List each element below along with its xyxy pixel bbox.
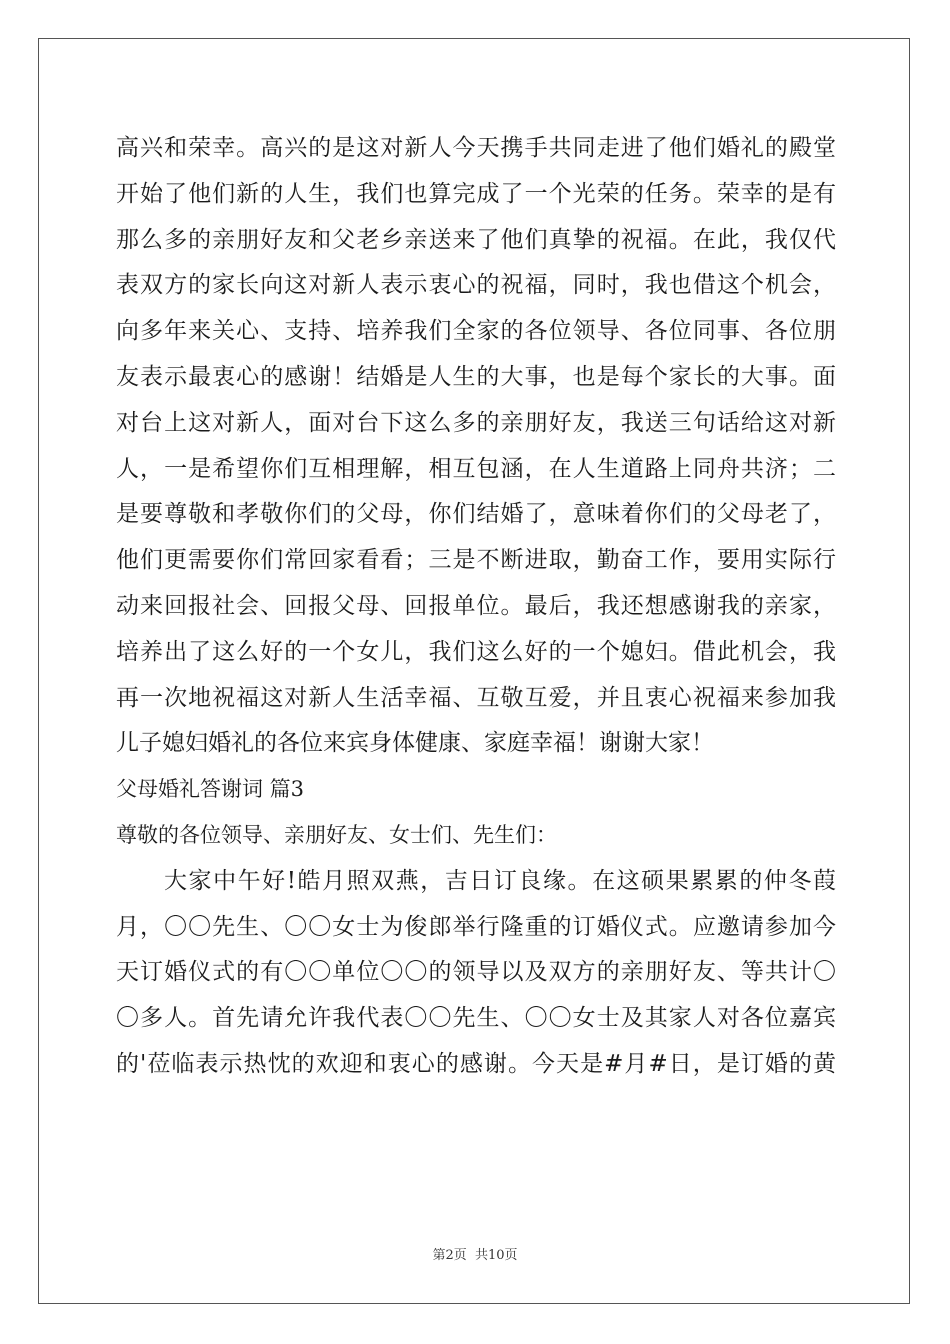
section-line: 天订婚仪式的有〇〇单位〇〇的领导以及双方的亲朋好友、等共计〇 [116,959,836,986]
section-line: 大家中午好!皓月照双燕，吉日订良缘。在这硕果累累的仲冬葭 [164,867,836,894]
page-total: 共10页 [474,1248,518,1263]
body-line: 表双方的家长向这对新人表示衷心的祝福，同时，我也借这个机会， [116,272,836,299]
body-line: 他们更需要你们常回家看看；三是不断进取，勤奋工作，要用实际行 [116,547,836,574]
body-line: 培养出了这么好的一个女儿，我们这么好的一个媳妇。借此机会，我 [116,638,836,665]
salutation: 尊敬的各位领导、亲朋好友、女士们、先生们： [116,822,557,847]
section-heading: 父母婚礼答谢词 篇3 [116,777,305,802]
body-line: 友表示最衷心的感谢！结婚是人生的大事，也是每个家长的大事。面 [116,363,836,390]
body-line: 开始了他们新的人生，我们也算完成了一个光荣的任务。荣幸的是有 [116,180,836,207]
body-line: 那么多的亲朋好友和父老乡亲送来了他们真挚的祝福。在此，我仅代 [116,226,836,253]
page-number: 第2页 [432,1248,467,1263]
body-line: 人，一是希望你们互相理解，相互包涵，在人生道路上同舟共济；二 [116,455,836,482]
body-line: 动来回报社会、回报父母、回报单位。最后，我还想感谢我的亲家， [116,592,836,619]
body-line: 是要尊敬和孝敬你们的父母，你们结婚了，意味着你们的父母老了， [116,501,836,528]
body-line: 儿子媳妇婚礼的各位来宾身体健康、家庭幸福！谢谢大家！ [116,730,714,757]
body-line: 对台上这对新人，面对台下这么多的亲朋好友，我送三句话给这对新 [116,409,836,436]
page-footer [0,1244,950,1263]
section-line: 的'莅临表示热忱的欢迎和衷心的感谢。今天是#月#日，是订婚的黄 [116,1050,836,1077]
section-line: 〇多人。首先请允许我代表〇〇先生、〇〇女士及其家人对各位嘉宾 [116,1005,836,1032]
body-line: 高兴和荣幸。高兴的是这对新人今天携手共同走进了他们婚礼的殿堂 [116,135,836,161]
body-line: 向多年来关心、支持、培养我们全家的各位领导、各位同事、各位朋 [116,318,836,345]
body-line: 再一次地祝福这对新人生活幸福、互敬互爱，并且衷心祝福来参加我 [116,684,836,711]
document-body [116,126,836,1088]
section-line: 月，〇〇先生、〇〇女士为俊郎举行隆重的订婚仪式。应邀请参加今 [116,913,836,940]
